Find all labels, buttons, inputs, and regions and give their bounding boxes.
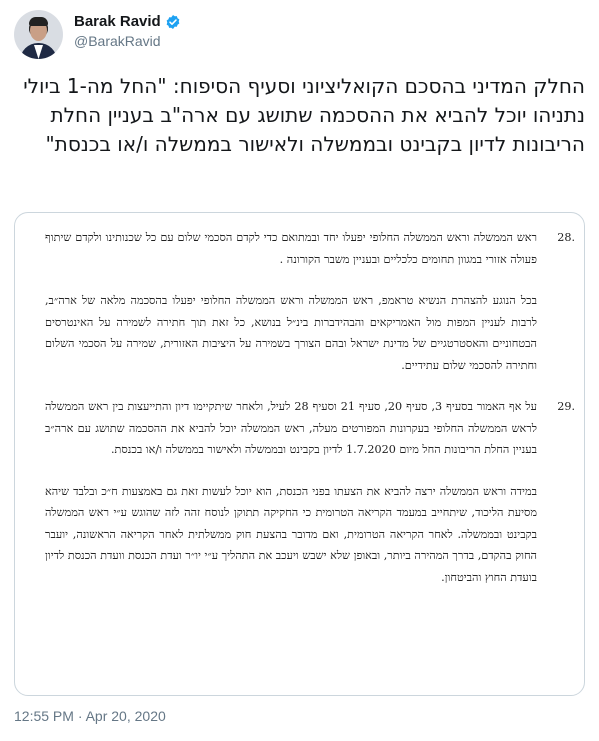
author-handle[interactable]: @BarakRavid bbox=[74, 33, 161, 49]
tweet-timestamp[interactable]: 12:55 PM · Apr 20, 2020 bbox=[14, 708, 166, 724]
tweet-text: החלק המדיני בהסכם הקואליציוני וסעיף הסיפוח: "החל מה-1 ביולי נתניהו יוכל להביא את ההסכמה שתושג עם ארה"ב בעניין החלת הריבונות לדיון בקבינט ובממשלה ולאישור בממשלה ו/או בכנסת" bbox=[23, 74, 585, 156]
avatar[interactable] bbox=[14, 10, 63, 59]
author-block bbox=[74, 13, 181, 49]
clause-29-subparagraph: במידה וראש הממשלה ירצה להביא את הצעתו בפני הכנסת, הוא יוכל לעשות זאת גם באמצעות ח״כ ובלבד שיהא מסיעת הליכוד, שיתחייב במעמד הקריאה הטרומית כי החקיקה תתוקן לנוסח זהה לזה שהוגש ע״י ראש הממשלה בקבינט ובממשלה. לאחר הקריאה הטרומית, ואם מדובר בהצעת חוק ממשלתית לאחר הקריאה הראשונה, יועבר החוק בהקדם, בדרך המהירה ביותר, ובאופן שלא ישבש ויעכב את התהליך ע״י יו״ר ועדת הכנסת וועדת הכנסת לדיון בועדת החוץ והביטחון. bbox=[45, 484, 537, 584]
clause-number: 28. bbox=[557, 231, 575, 244]
clause-text: ראש הממשלה וראש הממשלה החלופי יפעלו יחד ובמתואם כדי לקדם הסכמי שלום עם כל שכנותינו ולקדם שיתוף פעולה אזורי במגוון תחומים כלכליים ובעניין משבר הקורונה . bbox=[45, 231, 537, 266]
verified-badge-icon bbox=[165, 14, 181, 30]
clause-text: על אף האמור בסעיף 3, סעיף 20, סעיף 21 וסעיף 28 לעיל, ולאחר שיתקיימו דיון והתייעצות בין ראש הממשלה לראש הממשלה החלופי בעקרונות המפורטים מעלה, ראש הממשלה יוכל להביא את ההסכמה שתושג עם ארה״ב בעניין החלת הריבונות החל מיום 1.7.2020 לדיון בקבינט ובממשלה ולאישור בממשלה ו/או בכנסת. bbox=[45, 400, 537, 456]
document-body bbox=[45, 227, 575, 608]
clause-29 bbox=[45, 396, 575, 461]
tweet-header bbox=[14, 10, 585, 60]
author-name-row bbox=[74, 13, 181, 30]
avatar-hair bbox=[29, 17, 48, 26]
display-name[interactable]: Barak Ravid bbox=[74, 13, 161, 30]
attached-document-image[interactable] bbox=[14, 212, 585, 696]
clause-number: 29. bbox=[557, 400, 575, 413]
clause-28-subparagraph: בכל הנוגע להצהרת הנשיא טראמפ, ראש הממשלה וראש הממשלה החלופי יפעלו בהסכמה מלאה של ארה״ב, לרבות לעניין המפות מול האמריקאים והבהידברות בינ״ל בנושא, כל זאת תוך חתירה לשמירה על האינטרסים הבטחוניים והאסטרטגיים של מדינת ישראל ובהם הצורך בשמירה על היציבות האזורית, שמירה על הסכמי השלום וחתירה להסכמי שלום עתידיים. bbox=[45, 294, 537, 372]
clause-28 bbox=[45, 227, 575, 270]
